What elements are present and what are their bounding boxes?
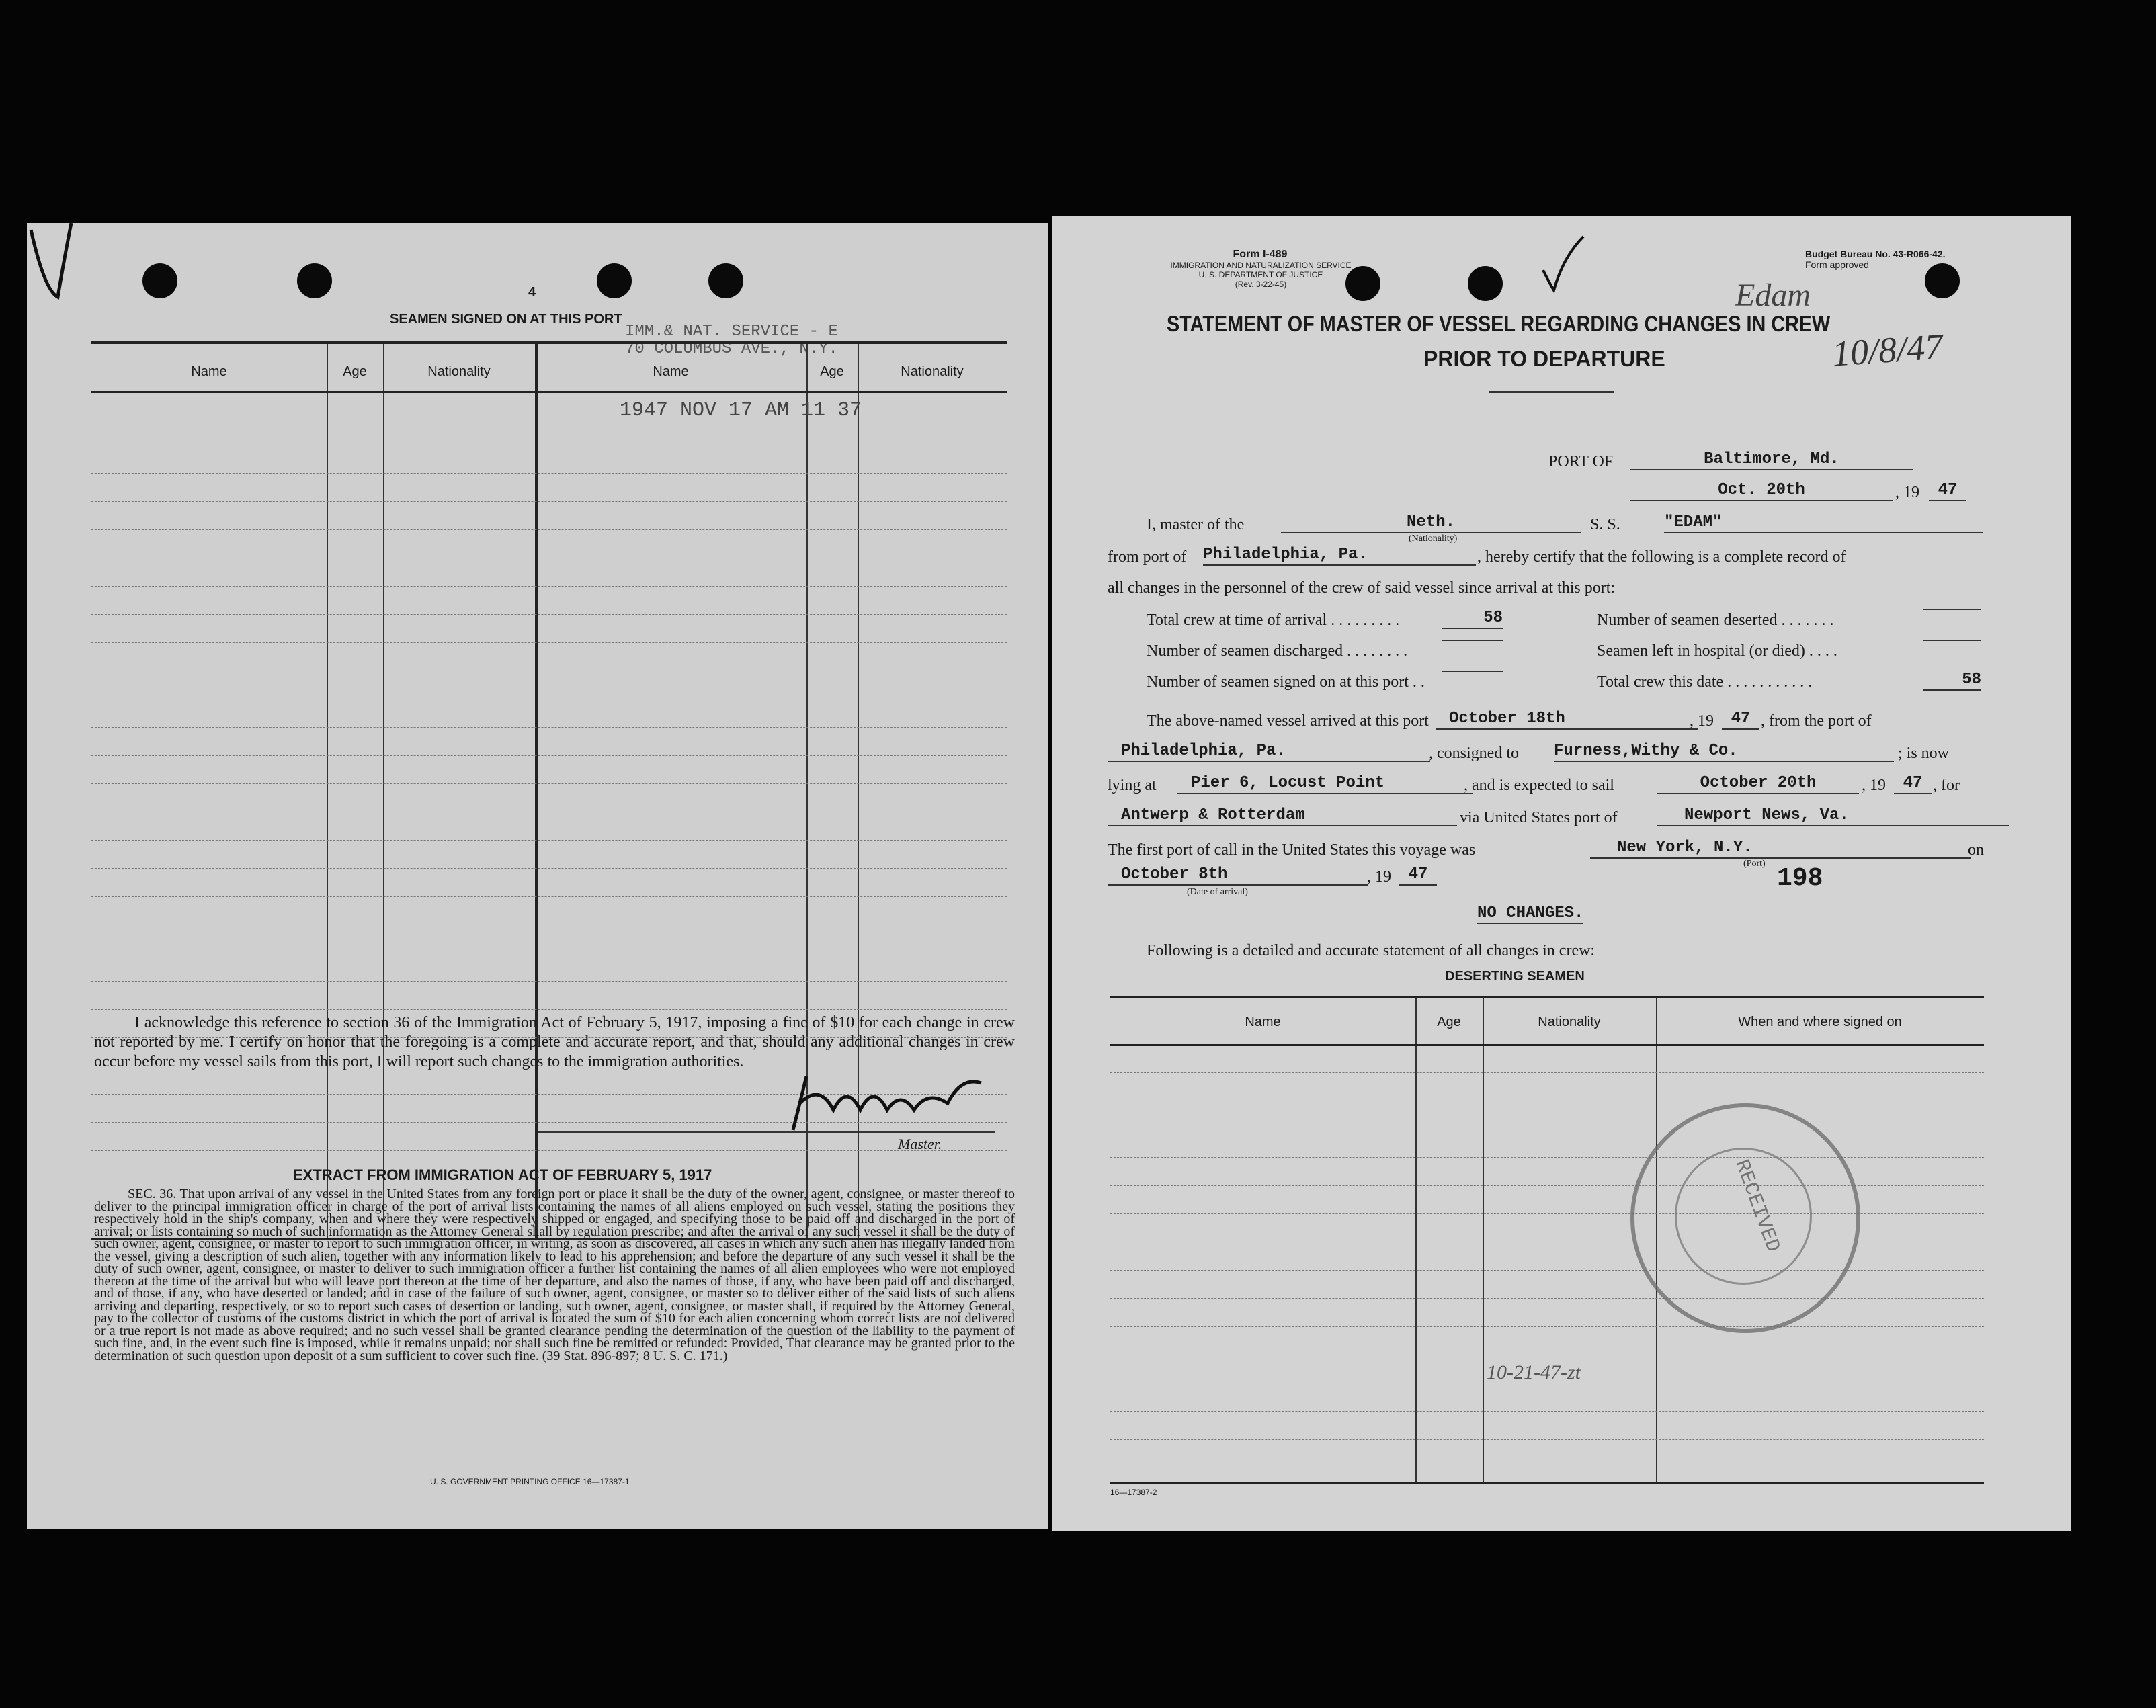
title-underline [1489,391,1614,393]
punch-hole [142,263,177,298]
nationality-caption: (Nationality) [1409,533,1458,544]
handwritten-ship-name: Edam [1735,277,1811,313]
master-of-label: I, master of the [1147,516,1245,533]
first-date-field[interactable]: October 8th [1108,865,1368,886]
year-field[interactable]: 47 [1929,481,1966,501]
column-header: Name [653,364,689,379]
signed-on-field[interactable] [1442,671,1503,672]
on-label: on [1968,841,1984,859]
table-title: SEAMEN SIGNED ON AT THIS PORT [390,312,622,327]
punch-hole [1925,263,1960,298]
punch-hole [1468,266,1503,301]
port-of-label: PORT OF [1548,453,1614,470]
arrived-label: The above-named vessel arrived at this port [1147,712,1429,730]
punch-hole [597,263,632,298]
agency-line2: U. S. DEPARTMENT OF JUSTICE [1198,270,1323,280]
lying-at-field[interactable]: Pier 6, Locust Point [1177,774,1473,794]
agency-line1: IMMIGRATION AND NATURALIZATION SERVICE [1170,261,1352,270]
revision-line: (Rev. 3-22-45) [1235,280,1287,289]
total-crew-date-field[interactable]: 58 [1923,671,1981,691]
handwritten-date: 10/8/47 [1831,326,1944,374]
for-label: , for [1933,777,1960,794]
date-time-stamp: 1947 NOV 17 AM 11 37 [620,399,862,422]
expected-sail-label: , and is expected to sail [1464,777,1614,794]
destination-field[interactable]: Antwerp & Rotterdam [1108,806,1457,826]
page-number: 4 [528,285,536,300]
extract-title: EXTRACT FROM IMMIGRATION ACT OF FEBRUARY 5, 1917 [293,1166,712,1183]
no-changes-note: NO CHANGES. [1477,904,1584,923]
via-port-field[interactable]: Newport News, Va. [1657,806,2009,826]
extract-text: SEC. 36. That upon arrival of any vessel in the United States from any foreign port or place it shall be the duty of the owner, agent, consignee, or master thereof to deliver to the principal immigration officer in charge of the port of arrival lists containing the names of all aliens employed on such vessel, stating the positions they respectively hold in the ship's company, when and where they were respectively shipped or engaged, and specifying those to be paid off and discharged in the port of arrival; or lists containing so much of such information as the Attorney General shall by regulation prescribe; and after the arrival of any such vessel it shall be the duty of such owner, agent, consignee, or master to report to such immigration officer, in writing, as soon as discovered, all cases in which any such alien has illegally landed from the vessel, giving a description of such alien, together with any information likely to lead to his apprehension; and before the departure of any such vessel it shall be the duty of such owner, agent, consignee, or master to deliver to such immigration officer a further list containing the names of all alien employees who were not employed thereon at the time of the arrival but who will leave port thereon at the time of her departure, and also the names of those, if any, who have been paid off and discharged, and of those, if any, who have deserted or landed; and in case of the failure of such owner, agent, consignee, or master so to deliver either of the said lists of such aliens arriving and departing, respectively, or so to report such cases of desertion or landing, such owner, agent, consignee, or master shall, if required by the Attorney General, pay to the collector of customs of the customs district in which the port of arrival is located the sum of $10 for each alien concerning whom correct lists are not delivered or a true report is not made as above required; and no such vessel shall be granted clearance pending the determination of the question of the liability to the payment of such fine, and, in the event such fine is imposed, while it remains unpaid; nor shall such fine be remitted or refunded: Provided, That clearance may be granted prior to the determination of such question upon deposit of a sum sufficient to cover such fine. (39 Stat. 896-897; 8 U. S. C. 171.) [94,1187,1015,1363]
nationality-field[interactable]: Neth. [1281,513,1581,533]
footer-code: 16—17387-2 [1110,1488,1157,1497]
is-now-text: ; is now [1898,744,1950,762]
consigned-label: , consigned to [1429,744,1519,762]
from-port-field[interactable]: Philadelphia, Pa. [1203,546,1476,566]
check-mark-icon [17,216,98,310]
master-label: Master. [898,1136,942,1152]
handwritten-note: 10-21-47-zt [1487,1361,1581,1383]
hospital-label: Seamen left in hospital (or died) . . . . [1597,642,1837,660]
arrived-date-field[interactable]: October 18th [1436,710,1698,730]
ship-name-field[interactable]: "EDAM" [1664,513,1983,533]
printer-line: U. S. GOVERNMENT PRINTING OFFICE 16—17387-1 [430,1477,630,1486]
from-port-label: from port of [1108,548,1187,566]
lying-label: lying at [1108,777,1157,794]
sail-date-field[interactable]: October 20th [1657,774,1859,794]
column-header: Age [1437,1015,1461,1029]
certify-text2: all changes in the personnel of the crew of said vessel since arrival at this port: [1108,579,1616,597]
acknowledgement-text: I acknowledge this reference to section 36 of the Immigration Act of February 5, 1917, imposing a fine of $10 for each change in crew not reported by me. I certify on honor that the foregoing is a complete and accurate report, and that, should any additional changes in crew occur before my vessel sails from this port, I will report such changes to the immigration authorities. [94,1014,1015,1070]
hospital-field[interactable] [1923,640,1981,641]
deserted-field[interactable] [1923,609,1981,610]
ss-label: S. S. [1590,516,1620,533]
year-prefix: , 19 [1895,484,1919,501]
sail-year-field[interactable]: 47 [1894,774,1932,794]
consignee-field[interactable]: Furness,Withy & Co. [1554,742,1894,762]
port-of-field[interactable]: Baltimore, Md. [1630,450,1913,470]
arrived-year-field[interactable]: 47 [1722,710,1759,730]
received-stamp: RECEIVED [1630,1103,1860,1333]
column-header: Nationality [1538,1015,1601,1029]
received-stamp-line1: IMM.& NAT. SERVICE - E [625,323,838,341]
right-page: Form I-489 IMMIGRATION AND NATURALIZATION SERVICE U. S. DEPARTMENT OF JUSTICE (Rev. 3-22-45) Budget Bureau No. 43-R066-42. Form approved Edam 10/8/47 STATEMENT OF MASTER OF VESSEL REGARDING CHANGES IN CREW PRIOR TO DEPARTURE PORT OF Baltimore, Md. Oct. 20th , 19 47 I, master of the Neth. (Nationality) S. S. "EDAM" from port of Philadelphia, Pa. , hereby certify that the following is a complete record of all changes in the personnel of the crew of said vessel since arrival at this port: Total crew at time of arrival . . . . . . . . . 58 Number of seamen deserted . . . . . . . Number of seamen discharged . . . . . . . . Seamen left in hospital (or died) . . . . Number of seamen signed on at this port . . Total crew this date . . . . . . . . . . . 58 The above-named vessel arrived at this port October 18th , 19 47 , from the port of Philadelphia, Pa. , consigned to Furness,Withy & Co. ; is now lying at Pier 6, Locust Point , and is expected to sail October 20th , 19 47 , for Antwerp & Rotterdam via United States port of Newport News, Va. The first port of call in the United States this voyage was New York, N.Y. on (Port) October 8th , 19 47 (Date of arrival) 198 NO CHANGES. Following is a detailed and accurate statement of all changes in crew: DESERTING SEAMEN Name Age Nationality When and where signed on 10-21-47-zt RECEIVED 16—17387-2 [1052,216,2071,1531]
left-page [27,223,1048,1529]
port-caption: (Port) [1743,859,1766,869]
column-header: Nationality [901,364,964,379]
column-header: Name [191,364,227,379]
form-number: Form I-489 [1233,249,1288,260]
from-port-of-text: , from the port of [1761,712,1872,730]
budget-bureau: Budget Bureau No. 43-R066-42. [1805,249,1946,259]
total-crew-arrival-field[interactable]: 58 [1442,609,1503,629]
total-crew-arrival-label: Total crew at time of arrival . . . . . . . . . [1147,611,1400,629]
column-header: Name [1245,1015,1281,1029]
form-title-line2: PRIOR TO DEPARTURE [1423,347,1665,371]
date-caption: (Date of arrival) [1187,887,1248,897]
discharged-label: Number of seamen discharged . . . . . . . . [1147,642,1408,660]
form-title-line1: STATEMENT OF MASTER OF VESSEL REGARDING CHANGES IN CREW [1167,312,1831,336]
column-header: Age [343,364,367,379]
punch-hole [297,263,332,298]
check-mark-icon [1536,230,1590,297]
signature-line [538,1131,995,1133]
first-port-label: The first port of call in the United States this voyage was [1108,841,1476,859]
via-label: via United States port of [1460,809,1618,826]
column-header: Nationality [427,364,491,379]
form-approved: Form approved [1805,259,1869,270]
first-port-field[interactable]: New York, N.Y. [1590,839,1971,859]
deserting-title: DESERTING SEAMEN [1445,969,1585,984]
first-year-field[interactable]: 47 [1399,865,1437,886]
certify-text: , hereby certify that the following is a complete record of [1477,548,1846,566]
received-stamp-line2: 70 COLUMBUS AVE., N.Y. [625,340,838,358]
punch-hole [708,263,743,298]
origin-port-field[interactable]: Philadelphia, Pa. [1108,742,1430,762]
column-header: When and where signed on [1738,1015,1902,1029]
signed-on-label: Number of seamen signed on at this port . . [1147,673,1425,691]
total-crew-date-label: Total crew this date . . . . . . . . . . . [1597,673,1813,691]
discharged-field[interactable] [1442,640,1503,641]
deserted-label: Number of seamen deserted . . . . . . . [1597,611,1834,629]
following-text: Following is a detailed and accurate statement of all changes in crew: [1147,942,1595,959]
date-field[interactable]: Oct. 20th [1630,481,1893,501]
stamped-number: 198 [1777,864,1823,893]
column-header: Age [820,364,844,379]
